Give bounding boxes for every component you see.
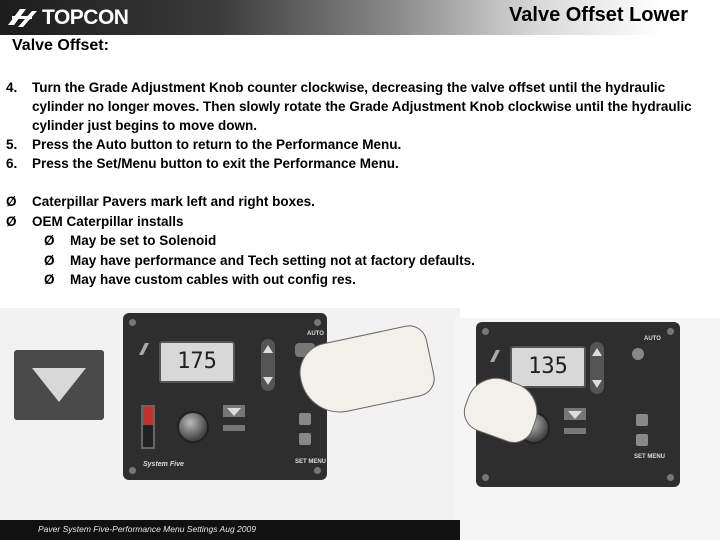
center-button[interactable]: [223, 425, 245, 431]
bullet-text: May have performance and Tech setting not at factory defaults.: [70, 252, 475, 268]
bullet-text: May have custom cables with out config res.: [70, 272, 356, 287]
set-menu-label: SET MENU: [295, 459, 327, 465]
sub-bullet-item: [6, 270, 706, 290]
down-arrow-icon: [14, 350, 104, 420]
down-button[interactable]: [564, 408, 586, 420]
up-down-rocker[interactable]: [261, 339, 275, 391]
screw-icon: [129, 319, 136, 326]
auto-button[interactable]: [632, 348, 644, 360]
down-button[interactable]: [223, 405, 245, 417]
footer-caption: Paver System Five-Performance Menu Settings Aug 2009: [38, 524, 256, 534]
topcon-logo-icon: [137, 341, 153, 357]
set-menu-label: SET MENU: [634, 454, 666, 460]
option-button[interactable]: [299, 433, 311, 445]
bullet-text: OEM Caterpillar installs: [32, 213, 184, 229]
step-item: [6, 78, 714, 135]
option-button[interactable]: [636, 414, 648, 426]
sub-bullet-item: [6, 231, 706, 251]
step-text: Turn the Grade Adjustment Knob counter clockwise, decreasing the valve offset until the hydraulic cylinder no longer moves. Then slowly rotate the Grade Adjustment Knob clockwise until the hydraulic cylinder just begins to move down.: [32, 80, 692, 133]
option-button[interactable]: [636, 434, 648, 446]
down-button-closeup: [14, 350, 104, 420]
step-text: Press the Set/Menu button to exit the Performance Menu.: [32, 156, 399, 171]
up-down-rocker[interactable]: [590, 342, 604, 394]
step-number: 6.: [6, 156, 18, 171]
bullet-text: Caterpillar Pavers mark left and right boxes.: [32, 194, 315, 209]
power-switch[interactable]: [141, 405, 155, 449]
bullet-arrow-icon: Ø: [44, 233, 55, 248]
down-arrow-icon: [564, 409, 586, 421]
step-number: 5.: [6, 137, 18, 152]
auto-label: AUTO: [307, 331, 324, 337]
step-number: 4.: [6, 80, 18, 95]
topcon-logo-icon: [6, 7, 38, 29]
screw-icon: [482, 328, 489, 335]
bullet-arrow-icon: Ø: [44, 252, 55, 268]
control-panel-left: [123, 313, 327, 480]
section-title: Valve Offset:: [12, 37, 109, 54]
up-down-arrow-icon: [590, 342, 604, 394]
screw-icon: [667, 328, 674, 335]
bullet-arrow-icon: Ø: [6, 194, 17, 209]
step-item: [6, 135, 714, 154]
step-list: [6, 78, 714, 173]
up-down-arrow-icon: [261, 339, 275, 391]
screw-icon: [314, 319, 321, 326]
brand-label: System Five: [143, 461, 184, 468]
auto-label: AUTO: [644, 336, 661, 342]
step-text: Press the Auto button to return to the Performance Menu.: [32, 137, 402, 152]
topcon-logo: [6, 6, 128, 30]
screw-icon: [482, 474, 489, 481]
bullet-arrow-icon: Ø: [6, 213, 17, 229]
step-item: [6, 154, 714, 173]
sub-bullet-item: [6, 251, 706, 271]
brand-name: TOPCON: [42, 6, 129, 29]
screw-icon: [667, 474, 674, 481]
display-readout: 175: [159, 341, 235, 383]
down-arrow-icon: [223, 406, 245, 418]
slide-title: Valve Offset Lower: [509, 4, 688, 26]
option-button[interactable]: [299, 413, 311, 425]
display-readout: 135: [510, 346, 586, 388]
bullet-item: [6, 212, 706, 232]
screw-icon: [314, 467, 321, 474]
bullet-arrow-icon: Ø: [44, 272, 55, 287]
topcon-logo-icon: [488, 348, 504, 364]
bullet-item: [6, 192, 706, 212]
bullet-text: May be set to Solenoid: [70, 233, 217, 248]
center-button[interactable]: [564, 428, 586, 434]
screw-icon: [129, 467, 136, 474]
grade-adjustment-knob[interactable]: [177, 411, 209, 443]
bullet-list: [6, 192, 706, 290]
